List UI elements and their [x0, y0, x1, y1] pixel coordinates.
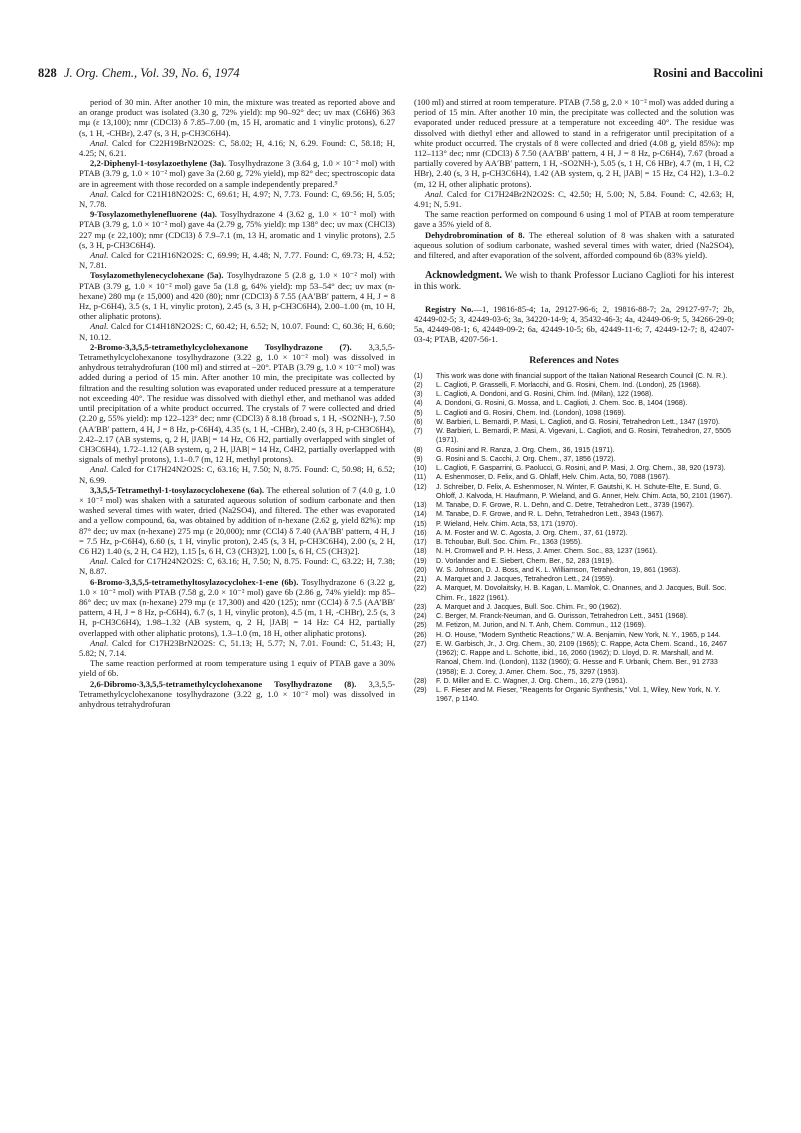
reference-text: L. F. Fieser and M. Fieser, "Reagents for Organic Synthesis," Vol. 1, Wiley, New York, N. Y. 1967, p 1140.	[436, 686, 721, 704]
procedure-title: Dehydrobromination of 8.	[425, 229, 525, 240]
reference-number: (8)	[414, 445, 423, 454]
analysis-6a: Anal. Calcd for C17H24N2O2S: C, 63.16; H, 7.50; N, 8.75. Found: C, 63.22; H, 7.38; N, 8.87.	[79, 556, 395, 577]
reference-text: H. O. House, "Modern Synthetic Reactions," W. A. Benjamin, New York, N. Y., 1965, p 144.	[436, 630, 721, 639]
reference-item	[414, 538, 734, 547]
reference-text: J. Schreiber, D. Felix, A. Eshenmoser, N. Winter, F. Gautshi, K. H. Schute-Elte, E. Sund, G. Ohloff, J. Kalvoda, H. Haufmann, P. Wieland, and G. Anner, Helv. Chim. Acta, 50, 2101 (1967).	[436, 482, 733, 500]
analysis-5a: Anal. Calcd for C14H18N2O2S: C, 60.42; H, 6.52; N, 10.07. Found: C, 60.36; H, 6.60; N, 10.12.	[79, 321, 395, 342]
reference-item	[414, 640, 734, 677]
reference-item	[414, 381, 734, 390]
analysis-4a: Anal. Calcd for C21H16N2O2S: C, 69.99; H, 4.48; N, 7.77. Found: C, 69.73; H, 4.52; N, 7.81.	[79, 250, 395, 271]
procedure-title: 6-Bromo-3,3,5,5-tetramethyltosylazocyclohex-1-ene (6b).	[90, 576, 299, 587]
reference-number: (13)	[414, 501, 427, 510]
reference-number: (14)	[414, 510, 427, 519]
reference-number: (28)	[414, 676, 427, 685]
reference-item	[414, 621, 734, 630]
reference-text: B. Tchoubar, Bull. Soc. Chim. Fr., 1363 (1955).	[436, 538, 583, 547]
reference-number: (1)	[414, 371, 423, 380]
procedure-6b: 6-Bromo-3,3,5,5-tetramethyltosylazocyclohex-1-ene (6b). Tosylhydrazone 6 (3.22 g, 1.0 × 10⁻² mol) with PTAB (7.58 g, 2.0 × 10⁻² mol) gave 6b (2.86 g, 74% yield): mp 85–86° dec; uv max (n-hexane) 279 mμ (ε 17,300) and 420 (125); nmr (CCl4) δ 7.5 (AA′BB′ pattern, 4 H, J = 8 Hz, p-C6H4), 6.7 (s, 1 H, vinylic proton), 4.5 (m, 1 H, -CHBr), 2.5 (s, 3 H, p-CH3C6H4), 1.98–1.32 (AB system, q, 2 H, |JAB| = 14 Hz: C4 H2, partially overlapped with other aliphatic protons), 1.3–1.0 (m, 18 H, other aliphatic protons).	[79, 576, 396, 638]
reference-text: G. Rosini and S. Cacchi, J. Org. Chem., 37, 1856 (1972).	[436, 454, 616, 463]
reference-number: (17)	[414, 538, 427, 547]
analysis-7: Anal. Calcd for C17H24N2O2S: C, 63.16; H, 7.50; N, 8.75. Found: C, 50.98; H, 6.52; N, 6.99.	[79, 464, 395, 485]
reference-text: D. Vorlander and E. Siebert, Chem. Ber., 52, 283 (1919).	[436, 556, 614, 565]
reference-number: (19)	[414, 556, 427, 565]
procedure-7: 2-Bromo-3,3,5,5-tetramethylcyclohexanone Tosylhydrazone (7). 3,3,5,5-Tetramethylcyclohexanone tosylhydrazone (3.22 g, 1.0 × 10⁻² mol) was dissolved in anhydrous tetrahydrofuran (100 ml) and stirred at −20°. PTAB (3.79 g, 1.0 × 10⁻² mol) was added during a period of 15 min. After another 10 min, the precipitate was collected by filtration and the resulting solution was evaporated under reduced pressure at a temperature not exceeding 40°. The residue was dissolved with diethyl ether, and methanol was added until precipitation of a white product occurred. The crystals of 7 were collected and dried (2.20 g, 55% yield): mp 122–123° dec; nmr (CDCl3) δ 8.18 (broad s, 1 H, -SO2NH-), 7.50 (AA′BB′ pattern, 4 H, J = 8 Hz, p-C6H4), 4.35 (s, 1 H, -CHBr), 2.40 (s, 3 H, p-CH3C6H4), 2.42–2.17 (AB systems, q, 2 H, |JAB| = 14 Hz, C6 H2, partially overlapped with singlet of CH3C6H4), 1.72–1.12 (AB system, q, 2 H, |JAB| = 14 Hz, C4H2, partially overlapped with signals of methyl protons), 1.1–0.7 (m, 12 H, methyl protons).	[79, 341, 395, 465]
reference-text: N. H. Cromwell and P. H. Hess, J. Amer. Chem. Soc., 83, 1237 (1961).	[436, 547, 658, 556]
procedure-title: 9-Tosylazomethylenefluorene (4a).	[90, 209, 217, 220]
reference-number: (9)	[414, 454, 423, 463]
reference-number: (5)	[414, 408, 423, 417]
reference-number: (12)	[414, 482, 427, 491]
reference-text: W. S. Johnson, D. J. Boss, and K. L. Williamson, Tetrahedron, 19, 861 (1963).	[436, 565, 681, 574]
reference-item	[414, 584, 734, 603]
references-heading: References and Notes	[529, 355, 619, 367]
reference-text: W. Barbieri, L. Bernardi, P. Masi, A. Vigevani, L. Caglioti, and G. Rosini, Tetrahedron, 27, 5505 (1971).	[436, 427, 731, 445]
procedure-8-continued: (100 ml) and stirred at room temperature. PTAB (7.58 g, 2.0 × 10⁻² mol) was added during a period of 15 min. After another 10 min, the precipitate was collected and the solution was evaporated under reduced pressure at a temperature not exceeding 40°. The residue was dissolved with diethyl ether and allowed to stand in a refrigerator until precipitation of a white product occurred. The crystals of 8 were collected and dried (4.08 g, yield 85%): mp 112–113° dec; nmr (CDCl3) δ 7.50 (AA′BB′ pattern, 4 H, J = 8 Hz, p-C6H4), 7.67 (broad a partially covered by AA′BB′ pattern, 1 H, -SO2NH-), 5.05 (s, 1 H, C6 HBr), 4.7 (m, 1 H, C2 HBr), 2.40 (s, 3 H, p-CH3C6H4), 1.42 (AB system, q, 2 H, |JAB| = 15 Hz, C4 H2), 1.3–0.2 (m, 12 H, other aliphatic protons).	[414, 97, 734, 189]
reference-number: (26)	[414, 630, 427, 639]
reference-item	[414, 418, 734, 427]
reference-number: (27)	[414, 639, 427, 648]
procedure-3a: 2,2-Diphenyl-1-tosylazoethylene (3a). Tosylhydrazone 3 (3.64 g, 1.0 × 10⁻² mol) with PTAB (3.79 g, 1.0 × 10⁻² mol) gave 3a (2.60 g, 72% yield), mp 82° dec; spectroscopic data are in agreement with those recorded on a sample independently prepared.⁹	[79, 158, 395, 189]
reference-number: (24)	[414, 612, 427, 621]
reference-item	[414, 677, 734, 686]
reference-item	[414, 603, 734, 612]
reference-number: (29)	[414, 686, 427, 695]
page-header	[38, 66, 763, 88]
reference-text: L. Caglioti, P. Grasselli, F. Morlacchi, and G. Rosini, Chem. Ind. (London), 25 (1968).	[436, 380, 701, 389]
procedure-title: 2-Bromo-3,3,5,5-tetramethylcyclohexanone Tosylhydrazone (7).	[90, 341, 352, 352]
registry-numbers: Registry No.—1, 19816-85-4; 1a, 29127-96-6; 2, 19816-88-7; 2a, 29127-97-7; 2b, 42449-02-5; 3, 42449-03-6; 3a, 34220-14-9; 4, 35432-46-3; 4a, 42449-06-9; 5, 34266-29-0; 5a, 42449-08-1; 6, 42449-09-2; 6a, 42449-10-5; 6b, 42449-11-6; 7, 42449-12-7; 8, 42407-03-4; PTAB, 4207-56-1.	[414, 303, 734, 345]
reference-item	[414, 547, 734, 556]
reference-number: (6)	[414, 417, 423, 426]
reference-item	[414, 566, 734, 575]
reference-item	[414, 446, 734, 455]
registry-title: Registry No.	[425, 303, 474, 314]
right-column	[414, 97, 734, 705]
note-6b: The same reaction performed at room temperature using 1 equiv of PTAB gave a 30% yield of 6b.	[79, 658, 395, 679]
procedure-dehydrobromination: Dehydrobromination of 8. The ethereal solution of 8 was shaken with a saturated aqueous solution of sodium carbonate, washed several times with water, dried (Na2SO4), and filtered, and after evaporation of the solvent, afforded compound 6b (83% yield).	[414, 229, 734, 261]
reference-text: M. Fetizon, M. Jurion, and N. T. Anh, Chem. Commun., 112 (1969).	[436, 621, 646, 630]
procedure-title: 2,2-Diphenyl-1-tosylazoethylene (3a).	[90, 158, 227, 169]
reference-item	[414, 529, 734, 538]
procedure-title: 3,3,5,5-Tetramethyl-1-tosylazocyclohexene (6a).	[90, 484, 265, 495]
reference-number: (21)	[414, 575, 427, 584]
reference-text: A. Eshenmoser, D. Felix, and G. Ohlaff, Helv. Chim. Acta, 50, 7088 (1967).	[436, 473, 670, 482]
left-column	[79, 97, 395, 709]
procedure-intro: period of 30 min. After another 10 min, the mixture was treated as reported above and an orange product was isolated (3.30 g, 72% yield): mp 90–92° dec; uv max (C6H6) 363 mμ (ε 13,100); nmr (CDCl3) δ 7.85–7.00 (m, 15 H, aromatic and 1 vinylic protons), 6.27 (s, 1 H, -CHBr), 2.47 (s, 3 H, p-CH3C6H4).	[79, 97, 395, 138]
reference-text: L. Caglioti and G. Rosini, Chem. Ind. (London), 1098 (1969).	[436, 408, 626, 417]
reference-item	[414, 631, 734, 640]
reference-number: (16)	[414, 528, 427, 537]
procedure-4a: 9-Tosylazomethylenefluorene (4a). Tosylhydrazone 4 (3.62 g, 1.0 × 10⁻² mol) with PTAB (3.79 g, 1.0 × 10⁻² mol) gave 4a (2.79 g, 75% yield): mp 138° dec; uv max (CHCl3) 227 mμ (ε 22,100); nmr (CDCl3) δ 7.9–7.1 (m, 13 H, aromatic and 1 vinylic protons), 2.5 (s, 3 H, p-CH3C6H4).	[79, 209, 395, 250]
reference-number: (11)	[414, 473, 427, 482]
analysis-3a: Anal. Calcd for C21H18N2O2S: C, 69.61; H, 4.97; N, 7.73. Found: C, 69.56; H, 5.05; N, 7.78.	[79, 188, 395, 210]
reference-item	[414, 557, 734, 566]
note-8: The same reaction performed on compound 6 using 1 mol of PTAB at room temperature gave a 35% yield of 8.	[414, 209, 734, 230]
reference-item	[414, 483, 734, 502]
reference-item	[414, 686, 734, 705]
reference-item	[414, 390, 734, 399]
reference-text: C. Berger, M. Franck-Neuman, and G. Ourisson, Tetrahedron Lett., 3451 (1968).	[436, 612, 688, 621]
procedure-6a: 3,3,5,5-Tetramethyl-1-tosylazocyclohexene (6a). The ethereal solution of 7 (4.0 g, 1.0 × 10⁻² mol) was shaken with a saturated aqueous solution of sodium carbonate and then washed several times with water, dried (Na2SO4), and filtered. The ether was evaporated and a yellow compound, 6a, was obtained by addition of n-hexane (2.62 g, yield 82%): mp 87° dec; uv max (n-hexane) 275 mμ (ε 20,000); nmr (CCl4) δ 7.40 (AA′BB′ pattern, 4 H, J = 7.5 Hz, p-C6H4), 6.60 (s, 1 H, vinylic proton), 2.45 (s, 3 H, p-CH3C6H4), 2.00 (s, 2 H, C6 H2) 1.40 (s, 2 H, C4 H2), 1.15 [s, 6 H, C3 (CH3)2], 1.00 [s, 6 H, C5 (CH3)2].	[79, 484, 395, 556]
reference-number: (3)	[414, 390, 423, 399]
analysis-6b: Anal. Calcd for C17H23BrN2O2S: C, 51.13; H, 5.77; N, 7.01. Found: C, 51.43; H, 5.82; N, 7.14.	[79, 637, 395, 658]
reference-item	[414, 427, 734, 446]
reference-item	[414, 612, 734, 621]
reference-text: A. Marquet and J. Jacques, Bull. Soc. Chim. Fr., 90 (1962).	[436, 602, 622, 611]
reference-item	[414, 399, 734, 408]
running-authors: Rosini and Baccolini	[653, 66, 763, 80]
page-number: 828	[38, 66, 57, 80]
reference-number: (25)	[414, 621, 427, 630]
procedure-5a: Tosylazomethylenecyclohexane (5a). Tosylhydrazone 5 (2.8 g, 1.0 × 10⁻² mol) with PTAB (3.79 g, 1.0 × 10⁻² mol) gave 5a (1.8 g, 64% yield): mp 53–54° dec; uv max (n-hexane) 280 mμ (ε 15,000) and 420 (80); nmr (CDCl3) δ 7.55 (AA′BB′ pattern, 4 H, J = 8 Hz, p-C6H4), 3.5 (s, 1 H, vinylic proton), 2.45 (s, 3 H, p-CH3C6H4), 2.00–1.00 (m, 10 H, other aliphatic protons).	[79, 270, 396, 322]
procedure-title: 2,6-Dibromo-3,3,5,5-tetramethylcyclohexanone Tosylhydrazone (8).	[90, 678, 357, 689]
reference-number: (20)	[414, 565, 427, 574]
reference-item	[414, 575, 734, 584]
reference-text: E. W. Garbisch, Jr., J. Org. Chem., 30, 2109 (1965); C. Rappe, Acta Chem. Scand., 16, 2467 (1962); C. Rappe and L. Schotte, ibid., 16, 2060 (1962); D. Lloyd, D. R. Marshall, and M. Ranoal, Chem. Ind. (London), 1132 (1960); G. Hesse and F. Urbank, Chem. Ber., 91 2733 (1958); E. J. Corey, J. Amer. Chem. Soc., 75, 3297 (1953).	[436, 639, 727, 676]
reference-text: G. Rosini and R. Ranza, J. Org. Chem., 36, 1915 (1971).	[436, 445, 615, 454]
reference-item	[414, 409, 734, 418]
reference-item	[414, 520, 734, 529]
reference-text: F. D. Miller and E. C. Wagner, J. Org. Chem., 16, 279 (1951).	[436, 676, 628, 685]
procedure-8: 2,6-Dibromo-3,3,5,5-tetramethylcyclohexanone Tosylhydrazone (8). 3,3,5,5-Tetramethylcyclohexanone tosylhydrazone (3.22 g, 1.0 × 10⁻² mol) was dissolved in anhydrous tetrahydrofuran	[79, 678, 395, 709]
reference-item	[414, 473, 734, 482]
reference-number: (18)	[414, 547, 427, 556]
acknowledgment: Acknowledgment. We wish to thank Professor Luciano Caglioti for his interest in this work.	[414, 270, 734, 293]
reference-number: (15)	[414, 519, 427, 528]
reference-text: A. Dondoni, G. Rosini, G. Mossa, and L. Caglioti, J. Chem. Soc. B, 1404 (1968).	[436, 399, 688, 408]
reference-number: (22)	[414, 584, 427, 593]
reference-text: L. Caglioti, F. Gasparrini, G. Paolucci, G. Rosini, and P. Masi, J. Org. Chem., 38, 920 (1973).	[436, 464, 726, 473]
reference-item	[414, 501, 734, 510]
reference-text: A. Marquet and J. Jacques, Tetrahedron Lett., 24 (1959).	[436, 575, 615, 584]
reference-text: M. Tanabe, D. F. Growe, R. L. Dehn, and C. Detre, Tetrahedron Lett., 3739 (1967).	[436, 501, 695, 510]
reference-list	[414, 372, 734, 705]
reference-number: (4)	[414, 399, 423, 408]
reference-text: W. Barbieri, L. Bernardi, P. Masi, L. Caglioti, and G. Rosini, Tetrahedron Lett., 1347 (1970).	[436, 417, 721, 426]
reference-item	[414, 372, 734, 381]
reference-text: This work was done with financial support of the Italian National Research Council (C. N. R.).	[436, 371, 728, 380]
reference-text: A. Marquet, M. Dovolaitsky, H. B. Kagan, L. Mamlok, C. Onannes, and J. Jacques, Bull. Soc. Chim. Fr., 1822 (1961).	[436, 584, 727, 602]
reference-number: (2)	[414, 380, 423, 389]
journal-citation: J. Org. Chem., Vol. 39, No. 6, 1974	[64, 66, 240, 80]
reference-item	[414, 455, 734, 464]
reference-number: (10)	[414, 464, 427, 473]
reference-text: L. Caglioti, A. Dondoni, and G. Rosini, Chim. Ind. (Milan), 122 (1968).	[436, 390, 654, 399]
reference-text: A. M. Foster and W. C. Agosta, J. Org. Chem., 37, 61 (1972).	[436, 528, 628, 537]
analysis-intro: Anal. Calcd for C22H19BrN2O2S: C, 58.02; H, 4.16; N, 6.29. Found: C, 58.18; H, 4.25; N, 6.21.	[79, 137, 395, 159]
reference-item	[414, 464, 734, 473]
reference-number: (23)	[414, 602, 427, 611]
acknowledgment-title: Acknowledgment.	[425, 270, 502, 282]
analysis-8: Anal. Calcd for C17H24Br2N2O2S: C, 42.50; H, 5.00; N, 5.84. Found: C, 42.63; H, 4.91; N, 5.91.	[414, 188, 734, 210]
reference-number: (7)	[414, 427, 423, 436]
reference-text: P. Wieland, Helv. Chim. Acta, 53, 171 (1970).	[436, 519, 578, 528]
reference-item	[414, 510, 734, 519]
reference-text: M. Tanabe, D. F. Growe, and R. L. Dehn, Tetrahedron Lett., 3943 (1967).	[436, 510, 664, 519]
procedure-title: Tosylazomethylenecyclohexane (5a).	[90, 270, 224, 281]
